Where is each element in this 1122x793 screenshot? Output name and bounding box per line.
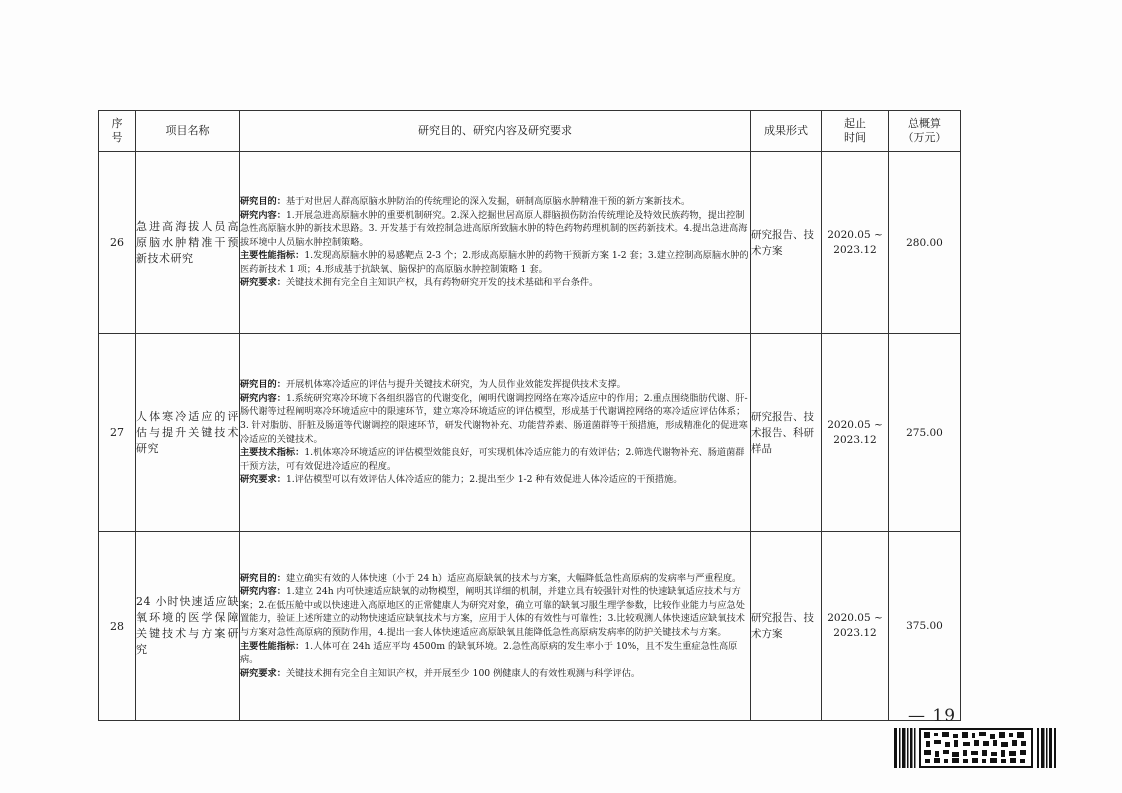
budget: 275.00 [889,334,961,532]
header-form: 成果形式 [751,111,822,152]
deliverable-form: 研究报告、技术方案 [751,532,822,721]
header-no: 序 号 [99,111,136,152]
requirement-text: 研究要求：1.评估模型可以有效评估人体冷适应的能力；2.提出至少 1-2 种有效促进人体冷适应的干预措施。 [240,474,683,486]
table-row [99,152,961,334]
project-name: 急进高海拔人员高原脑水肿精准干预新技术研究 [136,152,240,334]
page-number: — 19 [907,706,957,726]
indicator-text: 主要技术指标：1.机体寒冷环境适应的评估模型效能良好，可实现机体冷适应能力的有效评估；2.筛选代谢物补充、肠道菌群干预方法，可有效促进冷适应的程度。 [240,447,745,472]
period: 2020.05 ~ 2023.12 [822,334,889,532]
header-content: 研究目的、研究内容及研究要求 [240,111,751,152]
period: 2020.05 ~ 2023.12 [822,532,889,721]
project-name: 24 小时快速适应缺氧环境的医学保障关键技术与方案研究 [136,532,240,721]
barcode-qr-icon [894,728,1058,768]
purpose-text: 研究目的：基于对世居人群高原脑水肿防治的传统理论的深入发掘，研制高原脑水肿精准干预的新方案新技术。 [240,195,691,207]
requirement-text: 研究要求：关键技术拥有完全自主知识产权，并开展至少 100 例健康人的有效性观测与科学评估。 [240,667,641,679]
project-content [240,334,751,532]
indicator-text: 主要性能指标：1.发现高原脑水肿的易感靶点 2-3 个；2.形成高原脑水肿的药物干预新方案 1-2 套；3.建立控制高原脑水肿的医药新技术 1 项；4.形成基于抗缺氧、脑保护的高原脑水肿控制策略 1 套。 [240,250,749,275]
deliverable-form: 研究报告、技术报告、科研样品 [751,334,822,532]
row-number: 26 [99,152,136,334]
table-row [99,334,961,532]
period: 2020.05 ~ 2023.12 [822,152,889,334]
indicator-text: 主要性能指标：1.人体可在 24h 适应平均 4500m 的缺氧环境。2.急性高原病的发生率小于 10%，且不发生重症急性高原病。 [240,640,738,666]
project-content [240,152,751,334]
row-number: 28 [99,532,136,721]
table-row [99,532,961,721]
purpose-text: 研究目的：建立确实有效的人体快速（小于 24 h）适应高原缺氧的技术与方案，大幅降低急性高原病的发病率与严重程度。 [240,572,742,584]
deliverable-form: 研究报告、技术方案 [751,152,822,334]
header-name: 项目名称 [136,111,240,152]
header-budget: 总概算 （万元） [889,111,961,152]
header-period: 起止 时间 [822,111,889,152]
budget: 280.00 [889,152,961,334]
table-header-row [99,111,961,152]
content-text: 研究内容：1.系统研究寒冷环境下各组织器官的代谢变化，阐明代谢调控网络在寒冷适应中的作用；2.重点围绕脂肪代谢、肝-肠代谢等过程阐明寒冷环境适应中的限速环节，建立寒冷环境适应的评估模型，形成基于代谢调控网络的寒冷适应评估体系；3. 针对脂肪、肝脏及肠道等代谢调控的限速环节，研发代谢物补充、功能营养素、肠道菌群等干预措施，形成精准化的促进寒冷适应的关键技术。 [240,392,748,445]
content-text: 研究内容：1.开展急进高原脑水肿的重要机制研究。2.深入挖掘世居高原人群脑损伤防治传统理论及特效民族药物，提出控制急性高原脑水肿的新技术思路。3. 开发基于有效控制急进高原所致脑水肿的特色药物药理机制的医药新技术。4.提出急进高海拔环境中人员脑水肿控制策略。 [240,209,748,248]
row-number: 27 [99,334,136,532]
project-name: 人体寒冷适应的评估与提升关键技术研究 [136,334,240,532]
purpose-text: 研究目的：开展机体寒冷适应的评估与提升关键技术研究，为人员作业效能发挥提供技术支撑。 [240,379,626,391]
project-content [240,532,751,721]
project-table [98,110,961,721]
content-text: 研究内容：1.建立 24h 内可快速适应缺氧的动物模型，阐明其详细的机制，并建立具有较强针对性的快速缺氧适应技术与方案；2.在低压舱中或以快速进入高原地区的正常健康人为研究对象，确立可靠的缺氧习服生理学参数，比较作业能力与应急处置能力，验证上述所建立的动物快速适应缺氧技术与方案，应用于人体的有效性与可靠性；3.比较观测人体快速适应缺氧技术与方案对急性高原病的预防作用，4.提出一套人体快速适应高原缺氧且能降低急性高原病发病率的防护关键技术与方案。 [240,586,745,638]
requirement-text: 研究要求：关键技术拥有完全自主知识产权，具有药物研究开发的技术基础和平台条件。 [240,277,599,289]
budget: 375.00 [889,532,961,721]
